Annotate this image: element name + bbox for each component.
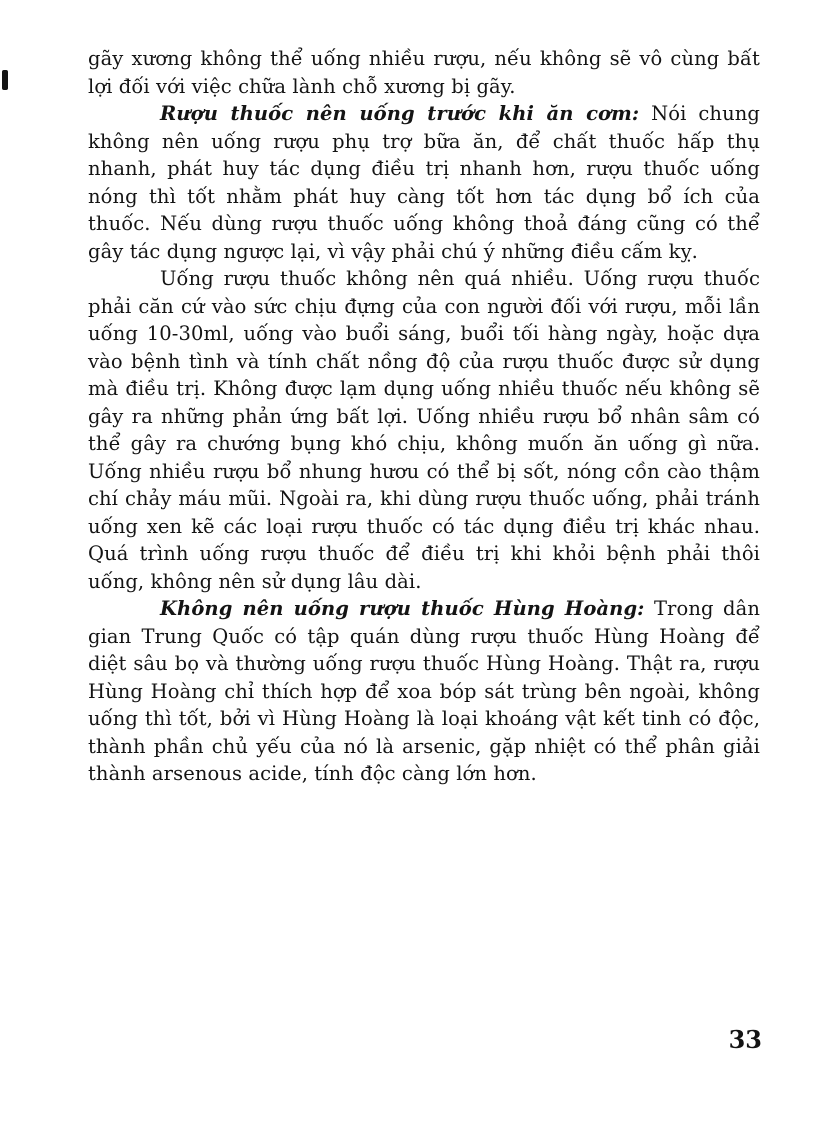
paragraph-text: gãy xương không thể uống nhiều rượu, nếu không sẽ vô cùng bất lợi đối với việc chữa lành chỗ xương bị gãy. <box>88 47 760 98</box>
paragraph-hung-hoang <box>88 595 760 788</box>
paragraph-heading: Không nên uống rượu thuốc Hùng Hoàng: <box>160 597 645 620</box>
paragraph-drink-before-meals <box>88 100 760 265</box>
paragraph-heading: Rượu thuốc nên uống trước khi ăn cơm: <box>160 102 640 125</box>
paragraph-continuation <box>88 45 760 100</box>
paragraph-text: Trong dân gian Trung Quốc có tập quán dùng rượu thuốc Hùng Hoàng để diệt sâu bọ và thường uống rượu thuốc Hùng Hoàng. Thật ra, rượu Hùng Hoàng chỉ thích hợp để xoa bóp sát trùng bên ngoài, không uống thì tốt, bởi vì Hùng Hoàng là loại khoáng vật kết tinh có độc, thành phần chủ yếu của nó là arsenic, gặp nhiệt có thể phân giải thành arsenous acide, tính độc càng lớn hơn. <box>88 597 760 785</box>
paragraph-dosage <box>88 265 760 595</box>
page-number: 33 <box>728 1025 762 1054</box>
paragraph-text: Uống rượu thuốc không nên quá nhiều. Uống rượu thuốc phải căn cứ vào sức chịu đựng của con người đối với rượu, mỗi lần uống 10-30ml, uống vào buổi sáng, buổi tối hàng ngày, hoặc dựa vào bệnh tình và tính chất nồng độ của rượu thuốc được sử dụng mà điều trị. Không được lạm dụng uống nhiều thuốc nếu không sẽ gây ra những phản ứng bất lợi. Uống nhiều rượu bổ nhân sâm có thể gây ra chướng bụng khó chịu, không muốn ăn uống gì nữa. Uống nhiều rượu bổ nhung hươu có thể bị sốt, nóng cồn cào thậm chí chảy máu mũi. Ngoài ra, khi dùng rượu thuốc uống, phải tránh uống xen kẽ các loại rượu thuốc có tác dụng điều trị khác nhau. Quá trình uống rượu thuốc để điều trị khi khỏi bệnh phải thôi uống, không nên sử dụng lâu dài. <box>88 267 760 593</box>
page-body <box>88 45 760 788</box>
margin-mark <box>2 70 8 90</box>
paragraph-text: Nói chung không nên uống rượu phụ trợ bữa ăn, để chất thuốc hấp thụ nhanh, phát huy tác dụng điều trị nhanh hơn, rượu thuốc uống nóng thì tốt nhằm phát huy càng tốt hơn tác dụng bổ ích của thuốc. Nếu dùng rượu thuốc uống không thoả đáng cũng có thể gây tác dụng ngược lại, vì vậy phải chú ý những điều cấm kỵ. <box>88 102 760 263</box>
